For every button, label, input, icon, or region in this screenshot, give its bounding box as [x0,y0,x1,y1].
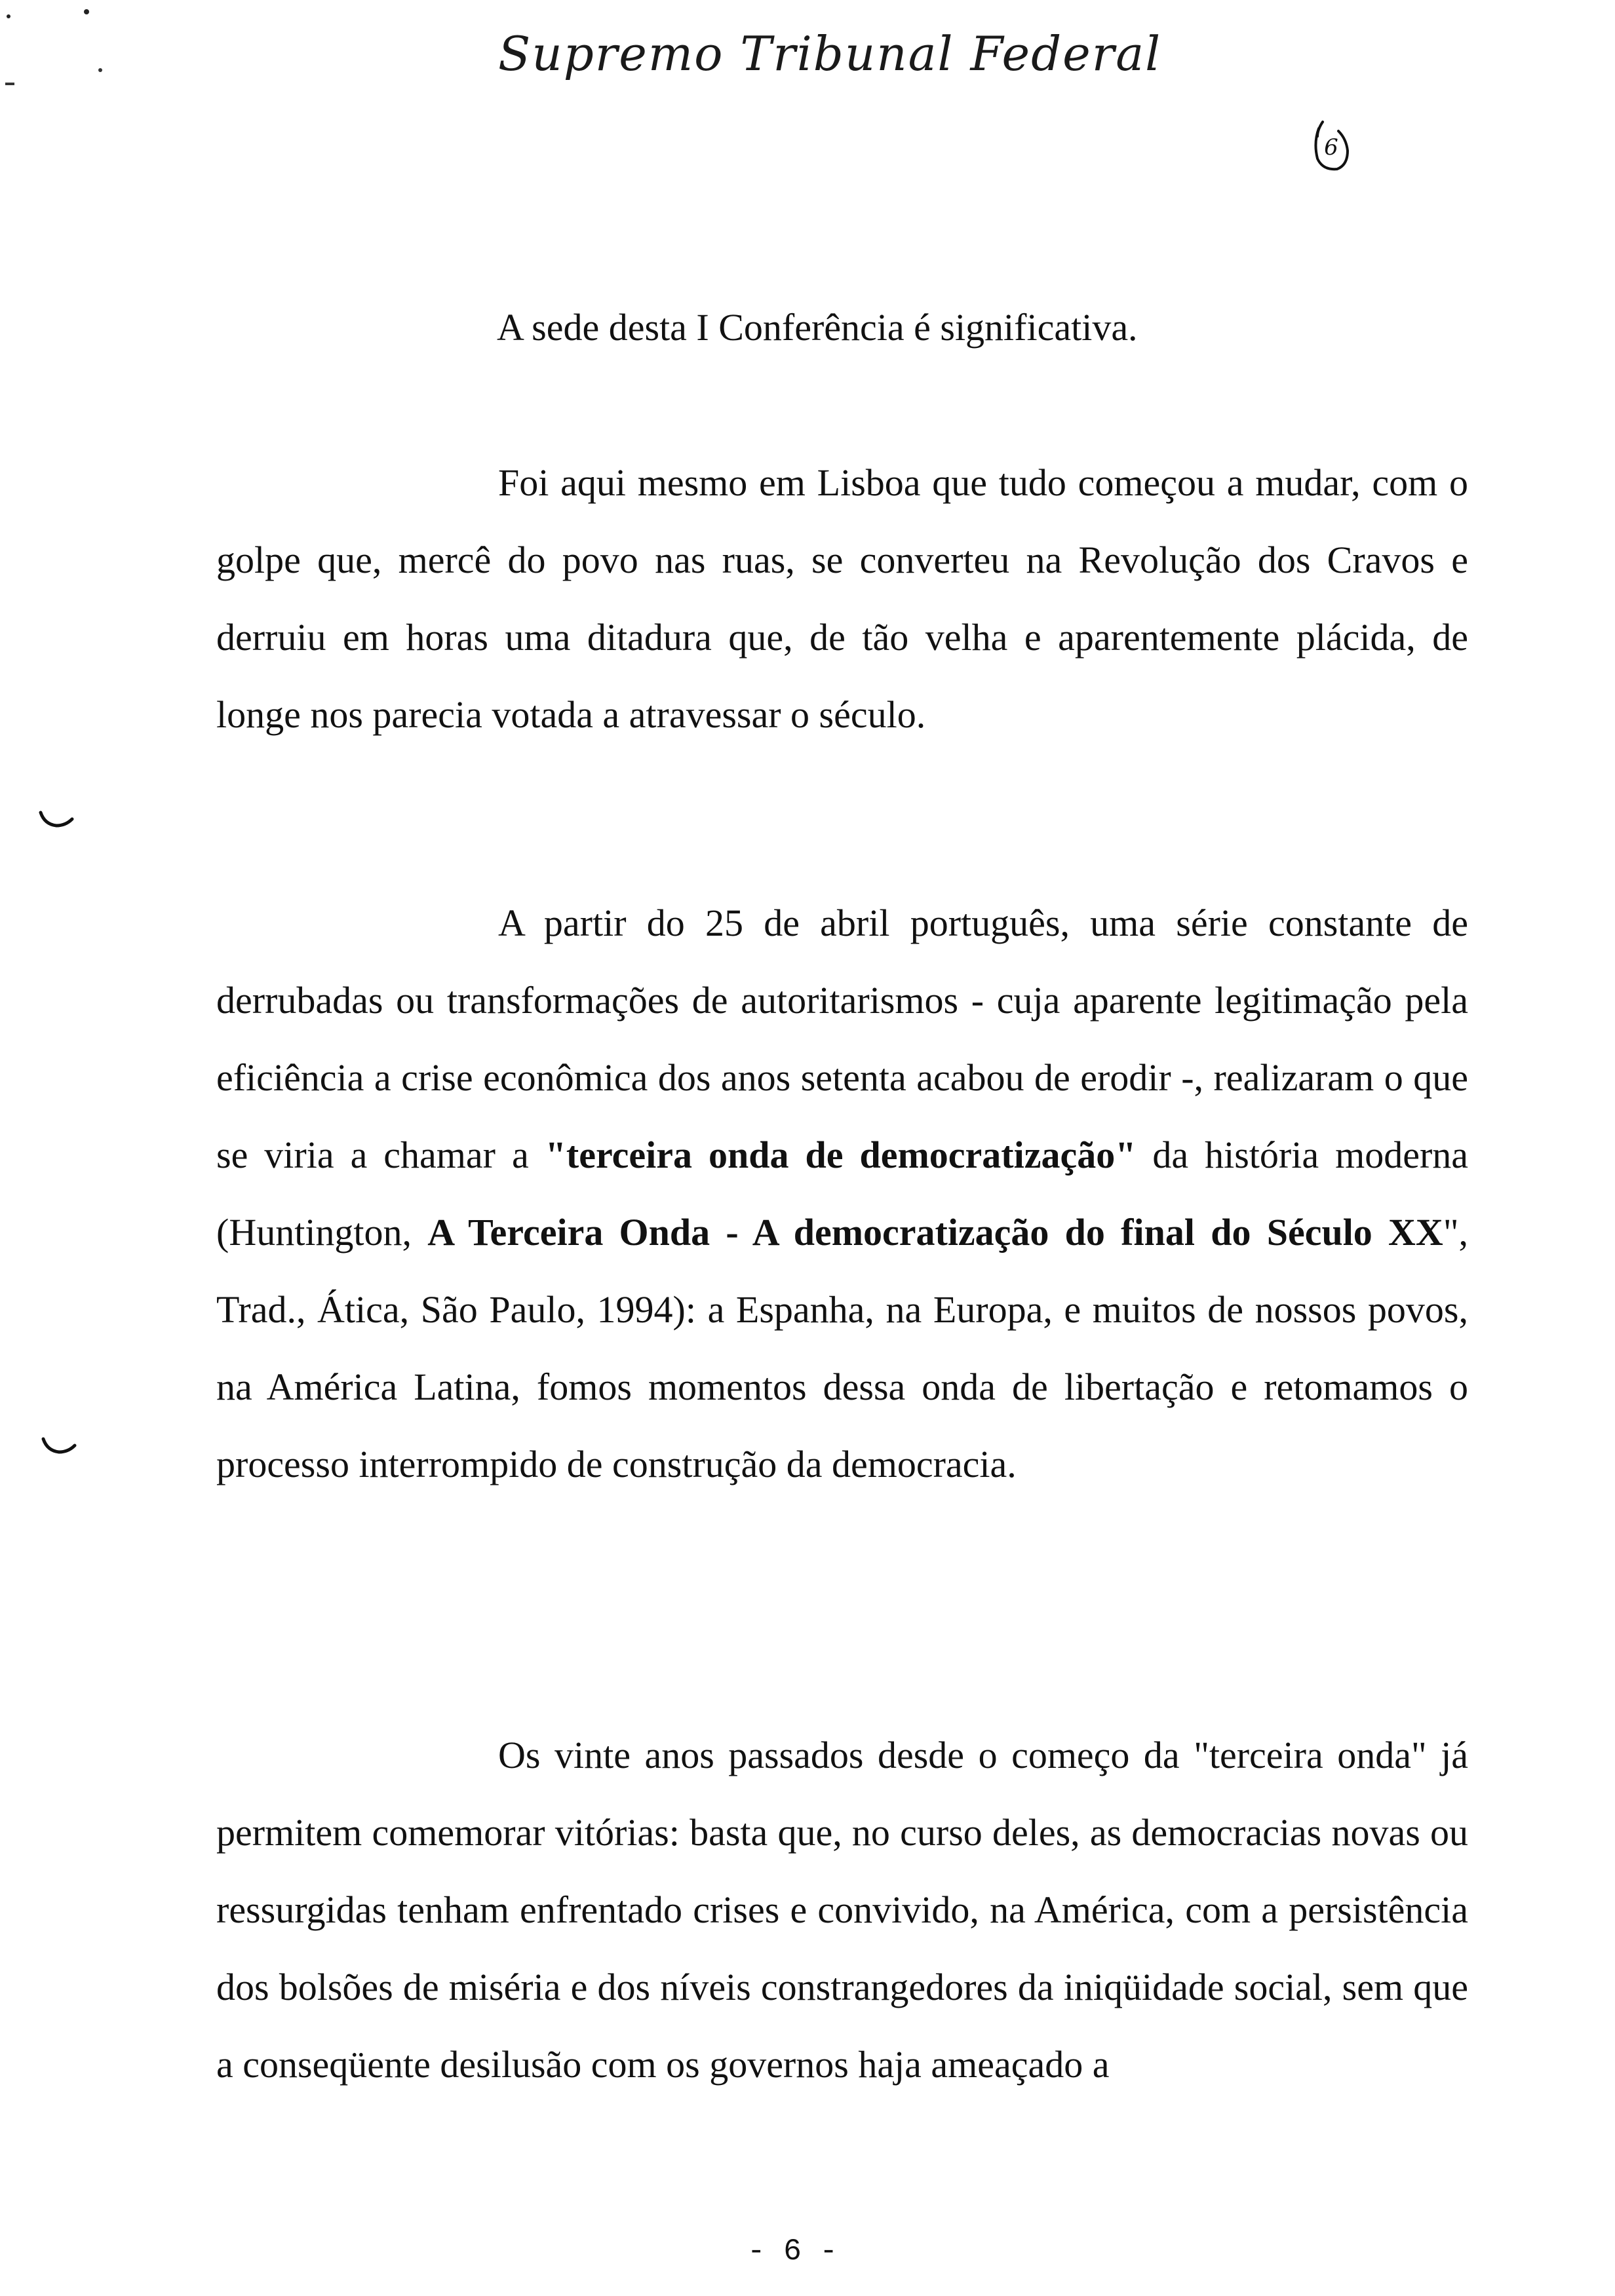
scan-speck [84,9,89,14]
folio-stamp-icon [1310,117,1353,173]
paragraph-3: Os vinte anos passados desde o começo da "terceira onda" já permitem comemorar vitórias: basta que, no curso deles, as democracias novas ou ressurgidas tenham enfrentado crises e convivido, na América, com a persistência dos bolsões de miséria e dos níveis constrangedores da iniqüidade social, sem que a conseqüente desilusão com os governos haja ameaçado a [216,1734,1468,2086]
folio-stamp-number: 6 [1324,134,1338,161]
scan-speck [98,68,102,72]
bold-term: "terceira onda de democratização" [545,1134,1137,1176]
paragraph-1: Foi aqui mesmo em Lisboa que tudo começou a mudar, com o golpe que, mercê do povo nas ruas, se converteu na Revolução dos Cravos e derruiu em horas uma ditadura que, de tão velha e aparentemente plácida, de longe nos parecia votada a atravessar o século. [216,461,1468,736]
section-heading: A sede desta I Conferência é significativa. [497,306,1138,349]
page-number: - 6 - [747,2234,838,2268]
folio-stamp [1310,117,1353,173]
bold-citation: A Terceira Onda - A democratização do final do Século XX [427,1211,1443,1253]
scan-speck [7,14,10,18]
court-letterhead: Supremo Tribunal Federal [498,26,1162,81]
paragraph-2: A partir do 25 de abril português, uma série constante de derrubadas ou transformações de autoritarismos - cuja aparente legitimação pela eficiência a crise econômica dos anos setenta acabou de erodir -, realizaram o que se viria a chamar a "terceira onda de democratização" da história moderna (Huntington, A Terceira Onda - A democratização do final do Século XX", Trad., Ática, São Paulo, 1994): a Espanha, na Europa, e muitos de nossos povos, na América Latina, fomos momentos dessa onda de libertação e retomamos o processo interrompido de construção da democracia. [216,902,1469,1485]
margin-check-mark [38,810,75,830]
scan-speck [5,83,14,85]
margin-check-mark [41,1436,77,1456]
